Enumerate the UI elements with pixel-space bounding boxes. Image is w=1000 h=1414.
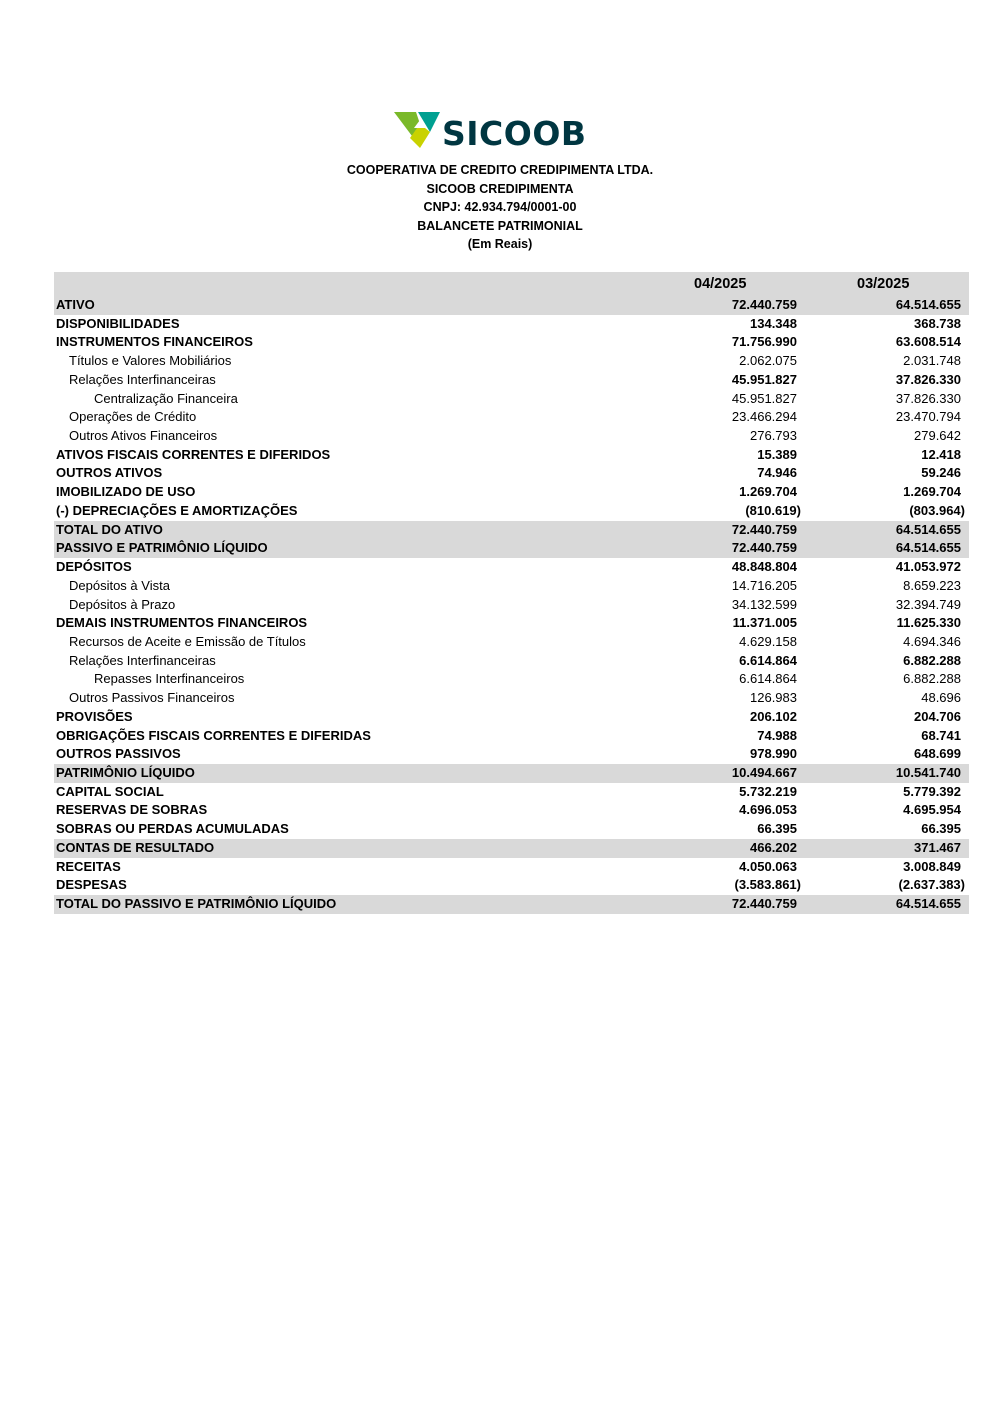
value-03-2025: 12.418 [921, 446, 961, 462]
row-label: DISPONIBILIDADES [56, 315, 180, 331]
row-label: ATIVO [56, 297, 95, 312]
value-03-2025: 279.642 [914, 428, 961, 444]
document-title: BALANCETE PATRIMONIAL [417, 218, 583, 233]
value-03-2025: 8.659.223 [903, 577, 961, 593]
row-label: Operações de Crédito [69, 409, 197, 425]
currency-note: (Em Reais) [467, 237, 533, 252]
value-03-2025: 64.514.655 [895, 896, 961, 911]
table-row [54, 652, 969, 671]
value-03-2025: 368.738 [914, 315, 961, 331]
value-04-2025: 72.440.759 [731, 297, 797, 312]
table-row [54, 296, 969, 315]
value-03-2025: (803.964) [909, 502, 965, 518]
row-label: DEPÓSITOS [56, 559, 132, 575]
value-03-2025: 371.467 [914, 839, 961, 855]
table-row [54, 427, 969, 446]
row-label: OBRIGAÇÕES FISCAIS CORRENTES E DIFERIDAS [56, 727, 371, 743]
table-row [54, 596, 969, 615]
document-header [0, 161, 1000, 254]
row-label: SOBRAS OU PERDAS ACUMULADAS [56, 821, 289, 837]
sicoob-logo-icon [394, 110, 590, 152]
column-header-03-2025: 03/2025 [857, 276, 910, 292]
row-label: DEMAIS INSTRUMENTOS FINANCEIROS [56, 615, 308, 631]
value-03-2025: 4.695.954 [903, 802, 961, 818]
value-03-2025: 64.514.655 [895, 521, 961, 537]
logo-text: SICOOB [442, 114, 587, 152]
value-04-2025: 134.348 [750, 315, 797, 331]
row-label: CONTAS DE RESULTADO [56, 839, 215, 855]
row-label: OUTROS ATIVOS [56, 465, 163, 481]
value-04-2025: 5.732.219 [739, 783, 797, 799]
row-label: Títulos e Valores Mobiliários [69, 353, 232, 369]
value-04-2025: 74.988 [757, 727, 797, 743]
value-03-2025: 48.696 [921, 690, 961, 706]
value-04-2025: 11.371.005 [732, 615, 797, 631]
table-row [54, 333, 969, 352]
row-label: Centralização Financeira [94, 390, 238, 406]
table-row [54, 708, 969, 727]
value-04-2025: 74.946 [757, 465, 797, 481]
table-row [54, 521, 969, 540]
value-03-2025: 37.826.330 [895, 390, 961, 406]
row-label: DESPESAS [56, 877, 127, 893]
value-03-2025: 64.514.655 [895, 297, 961, 312]
row-label: ATIVOS FISCAIS CORRENTES E DIFERIDOS [56, 446, 331, 462]
value-04-2025: 71.756.990 [731, 334, 797, 350]
value-04-2025: 72.440.759 [731, 896, 797, 911]
table-row [54, 352, 969, 371]
value-03-2025: 23.470.794 [895, 409, 961, 425]
row-label: Relações Interfinanceiras [69, 652, 216, 668]
value-03-2025: 1.269.704 [903, 484, 961, 500]
value-04-2025: 23.466.294 [731, 409, 797, 425]
table-row [54, 483, 969, 502]
row-label: Depósitos à Vista [69, 577, 170, 593]
value-04-2025: 126.983 [750, 690, 797, 706]
value-03-2025: 10.541.740 [895, 764, 961, 780]
balance-sheet-table [54, 272, 969, 914]
row-label: Outros Passivos Financeiros [69, 690, 235, 706]
value-04-2025: (810.619) [745, 502, 801, 518]
value-04-2025: 15.389 [757, 446, 797, 462]
row-label: PATRIMÔNIO LÍQUIDO [56, 764, 195, 780]
table-row [54, 539, 969, 558]
table-row [54, 689, 969, 708]
row-label: IMOBILIZADO DE USO [56, 484, 196, 500]
value-03-2025: 41.053.972 [895, 559, 961, 575]
table-row [54, 464, 969, 483]
value-03-2025: 5.779.392 [903, 783, 961, 799]
value-03-2025: 59.246 [921, 465, 961, 481]
row-label: Outros Ativos Financeiros [69, 428, 218, 444]
value-04-2025: 10.494.667 [731, 764, 797, 780]
value-03-2025: 32.394.749 [895, 596, 961, 612]
value-03-2025: 37.826.330 [895, 371, 961, 387]
table-row [54, 502, 969, 521]
value-03-2025: 204.706 [914, 708, 961, 724]
row-label: TOTAL DO PASSIVO E PATRIMÔNIO LÍQUIDO [56, 896, 337, 911]
value-04-2025: 206.102 [750, 708, 797, 724]
value-03-2025: 64.514.655 [895, 540, 961, 556]
value-03-2025: 4.694.346 [903, 633, 961, 649]
value-03-2025: 66.395 [921, 821, 961, 837]
value-04-2025: 1.269.704 [739, 484, 797, 500]
value-03-2025: 3.008.849 [903, 858, 961, 874]
cooperative-name: SICOOB CREDIPIMENTA [426, 181, 574, 196]
table-row [54, 895, 969, 914]
table-row [54, 670, 969, 689]
table-row [54, 801, 969, 820]
row-label: Depósitos à Prazo [69, 596, 176, 612]
row-label: (-) DEPRECIAÇÕES E AMORTIZAÇÕES [56, 502, 298, 518]
table-row [54, 390, 969, 409]
table-row [54, 446, 969, 465]
value-04-2025: 72.440.759 [731, 540, 797, 556]
table-row [54, 820, 969, 839]
value-04-2025: 45.951.827 [731, 390, 797, 406]
value-04-2025: 276.793 [750, 428, 797, 444]
value-04-2025: 72.440.759 [731, 521, 797, 537]
row-label: RESERVAS DE SOBRAS [56, 802, 208, 818]
table-row [54, 371, 969, 390]
table-row [54, 839, 969, 858]
row-label: Recursos de Aceite e Emissão de Títulos [69, 633, 306, 649]
value-03-2025: 648.699 [914, 746, 961, 762]
table-row [54, 858, 969, 877]
value-03-2025: 2.031.748 [903, 353, 961, 369]
value-04-2025: 4.050.063 [739, 858, 797, 874]
value-04-2025: 4.629.158 [739, 633, 797, 649]
value-04-2025: 6.614.864 [739, 652, 797, 668]
row-label: CAPITAL SOCIAL [56, 783, 164, 799]
value-04-2025: 66.395 [757, 821, 797, 837]
table-row [54, 614, 969, 633]
table-row [54, 783, 969, 802]
row-label: OUTROS PASSIVOS [56, 746, 181, 762]
row-label: RECEITAS [56, 858, 121, 874]
table-body [54, 296, 969, 914]
table-row [54, 727, 969, 746]
table-header [54, 272, 969, 296]
company-name: COOPERATIVA DE CREDITO CREDIPIMENTA LTDA. [346, 163, 654, 177]
value-03-2025: 6.882.288 [903, 652, 961, 668]
value-03-2025: 6.882.288 [903, 671, 961, 687]
table-row [54, 408, 969, 427]
table-row [54, 577, 969, 596]
value-03-2025: 63.608.514 [895, 334, 961, 350]
value-04-2025: 14.716.205 [731, 577, 797, 593]
value-04-2025: 48.848.804 [731, 559, 797, 575]
cnpj: CNPJ: 42.934.794/0001-00 [423, 200, 577, 215]
row-label: INSTRUMENTOS FINANCEIROS [56, 334, 253, 350]
value-04-2025: 4.696.053 [739, 802, 797, 818]
row-label: PROVISÕES [56, 708, 133, 724]
value-04-2025: 2.062.075 [739, 353, 797, 369]
table-row [54, 876, 969, 895]
row-label: PASSIVO E PATRIMÔNIO LÍQUIDO [56, 540, 268, 556]
table-row [54, 764, 969, 783]
value-03-2025: 11.625.330 [896, 615, 961, 631]
row-label: Relações Interfinanceiras [69, 371, 216, 387]
value-04-2025: 45.951.827 [731, 371, 797, 387]
value-04-2025: (3.583.861) [734, 877, 801, 893]
table-row [54, 315, 969, 334]
row-label: TOTAL DO ATIVO [56, 521, 163, 537]
value-04-2025: 6.614.864 [739, 671, 797, 687]
table-row [54, 558, 969, 577]
value-04-2025: 34.132.599 [731, 596, 797, 612]
column-header-04-2025: 04/2025 [694, 276, 747, 292]
table-row [54, 745, 969, 764]
sicoob-logo [394, 110, 590, 152]
row-label: Repasses Interfinanceiros [94, 671, 245, 687]
table-row [54, 633, 969, 652]
value-04-2025: 978.990 [750, 746, 797, 762]
value-03-2025: 68.741 [921, 727, 961, 743]
value-03-2025: (2.637.383) [898, 877, 965, 893]
value-04-2025: 466.202 [750, 839, 797, 855]
